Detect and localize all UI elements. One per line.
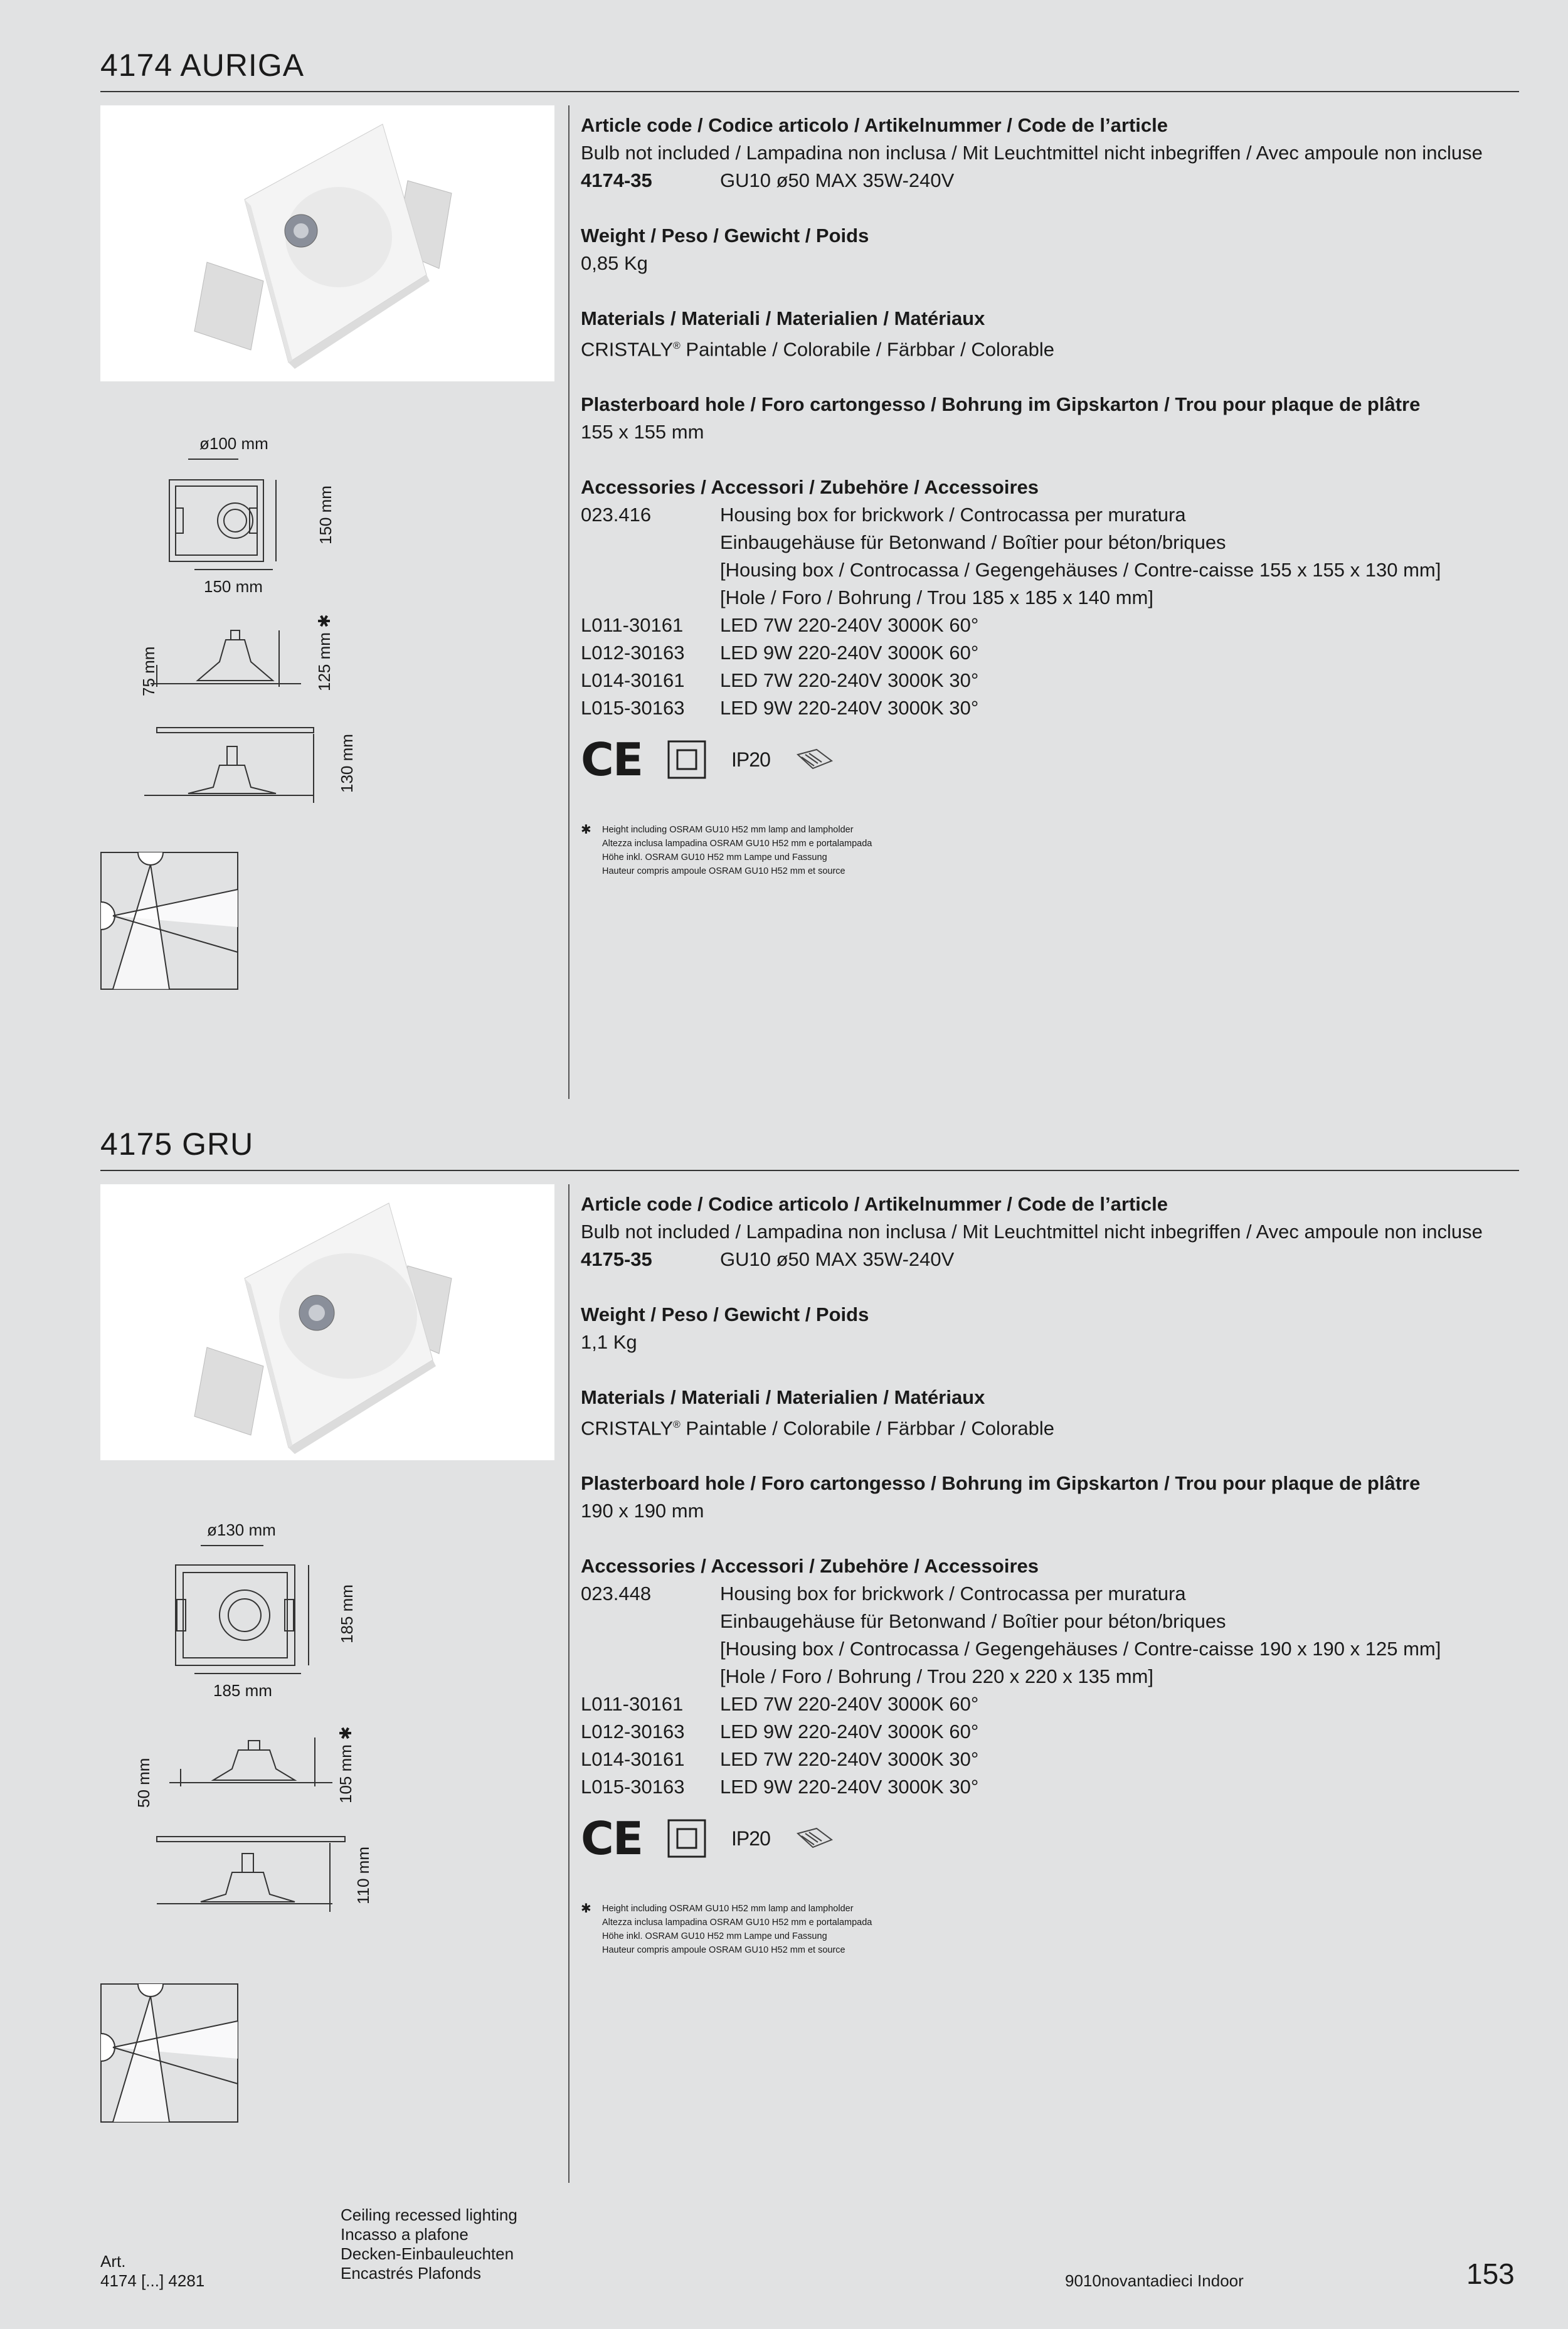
housing-line: Einbaugehäuse für Betonwand / Boîtier pour béton/briques [720,1610,1226,1633]
footnote [581,1902,872,1957]
materials-value [581,1411,1509,1442]
accessories-heading: Accessories / Accessori / Zubehöre / Accessoires [581,1555,1039,1578]
drawing-lines [125,452,339,815]
product-photo [100,1184,554,1460]
title-rule [100,1170,1519,1171]
weight-heading: Weight / Peso / Gewicht / Poids [581,225,869,247]
hole-value: 155 x 155 mm [581,421,704,443]
dim-height-box: 130 mm [337,734,356,793]
footer-categories [341,2205,517,2283]
dim-diameter: ø130 mm [207,1520,276,1539]
footer-category: Ceiling recessed lighting [341,2205,517,2224]
dim-width: 185 mm [213,1681,272,1700]
led-desc: LED 9W 220-240V 3000K 30° [720,697,979,719]
material-brand: CRISTALY [581,338,673,361]
led-row [581,1746,1509,1773]
title-rule [100,91,1519,92]
led-code: L011-30161 [581,614,684,637]
article-heading: Article code / Codice articolo / Artikelnummer / Code de l’article [581,1193,1168,1215]
led-row [581,612,1509,639]
double-insulation-icon [667,740,706,779]
led-row [581,694,1509,722]
registered-mark: ® [673,341,681,351]
asterisk-icon: ✱ [581,823,591,837]
material-brand: CRISTALY [581,1417,673,1440]
dim-width: 150 mm [204,577,263,596]
article-code: 4174-35 [581,169,652,191]
dim-depth: 50 mm [134,1758,153,1808]
footnote-line: Höhe inkl. OSRAM GU10 H52 mm Lampe und Fassung [602,1931,827,1941]
dim-height-box: 110 mm [354,1847,373,1904]
led-code: L012-30163 [581,642,685,664]
footnote-line: Altezza inclusa lampadina OSRAM GU10 H52 mm e portalampada [602,1918,872,1928]
article-code-desc: GU10 ø50 MAX 35W-240V [720,169,955,191]
product-title: 4174 AURIGA [100,48,305,83]
led-desc: LED 7W 220-240V 3000K 60° [720,1693,979,1716]
ce-mark-icon: CE [581,733,643,787]
material-desc: Paintable / Colorabile / Färbbar / Colorable [680,1417,1055,1440]
bulb-note: Bulb not included / Lampadina non inclusa / Mit Leuchtmittel nicht inbegriffen / Avec ampoule non incluse [581,142,1483,164]
footer-article [100,2252,204,2291]
footer-category: Decken-Einbauleuchten [341,2244,514,2263]
led-code: L012-30163 [581,1721,685,1743]
asterisk-icon: ✱ [336,1726,355,1740]
ip-rating: IP20 [731,748,770,772]
dim-height-side: 185 mm [337,1584,356,1643]
led-row [581,1690,1509,1718]
dim-height-lamp: 105 mm ✱ [336,1726,355,1803]
housing-line: [Housing box / Controcassa / Gegengehäuses / Contre-caisse 155 x 155 x 130 mm] [720,559,1441,581]
housing-line: [Hole / Foro / Bohrung / Trou 185 x 185 x 140 mm] [720,586,1153,609]
article-heading: Article code / Codice articolo / Artikelnummer / Code de l’article [581,114,1168,136]
hole-value: 190 x 190 mm [581,1500,704,1522]
product-photo [100,105,554,381]
housing-code: 023.416 [581,504,652,526]
dim-height-side: 150 mm [316,485,335,544]
led-row [581,667,1509,694]
dim-diameter: ø100 mm [199,434,268,453]
certification-icons [581,1813,1509,1864]
housing-line: Housing box for brickwork / Controcassa per muratura [720,504,1186,526]
led-row [581,1773,1509,1801]
led-desc: LED 9W 220-240V 3000K 60° [720,1721,979,1743]
footnote-line: Height including OSRAM GU10 H52 mm lamp and lampholder [602,1904,854,1914]
materials-heading: Materials / Materiali / Materialien / Matériaux [581,307,985,329]
materials-heading: Materials / Materiali / Materialien / Matériaux [581,1386,985,1408]
housing-line: [Housing box / Controcassa / Gegengehäuses / Contre-caisse 190 x 190 x 125 mm] [720,1638,1441,1660]
column-divider [568,1184,569,2183]
footnote-line: Height including OSRAM GU10 H52 mm lamp and lampholder [602,825,854,835]
led-row [581,1718,1509,1746]
weight-heading: Weight / Peso / Gewicht / Poids [581,1303,869,1325]
footer-category: Encastrés Plafonds [341,2264,482,2283]
footnote-line: Altezza inclusa lampadina OSRAM GU10 H52 mm e portalampada [602,839,872,849]
registered-mark: ® [673,1419,681,1430]
column-divider [568,105,569,1099]
led-code: L015-30163 [581,1776,685,1798]
product-info [581,1191,1509,1864]
asterisk-icon: ✱ [315,614,334,628]
instructions-book-icon [795,1825,834,1852]
certification-icons [581,735,1509,785]
led-code: L011-30161 [581,1693,684,1716]
led-desc: LED 9W 220-240V 3000K 30° [720,1776,979,1798]
drawing-lines [144,1537,364,1913]
led-desc: LED 9W 220-240V 3000K 60° [720,642,979,664]
led-desc: LED 7W 220-240V 3000K 60° [720,614,979,637]
accessories-heading: Accessories / Accessori / Zubehöre / Accessoires [581,476,1039,499]
led-desc: LED 7W 220-240V 3000K 30° [720,669,979,692]
led-desc: LED 7W 220-240V 3000K 30° [720,1748,979,1771]
footnote-line: Hauteur compris ampoule OSRAM GU10 H52 mm et source [602,1945,845,1955]
material-desc: Paintable / Colorabile / Färbbar / Colorable [680,338,1055,361]
footer-category: Incasso a plafone [341,2225,469,2244]
bulb-note: Bulb not included / Lampadina non inclusa / Mit Leuchtmittel nicht inbegriffen / Avec ampoule non incluse [581,1221,1483,1243]
footnote-line: Hauteur compris ampoule OSRAM GU10 H52 mm et source [602,866,845,876]
materials-value [581,332,1509,363]
double-insulation-icon [667,1819,706,1858]
ip-rating: IP20 [731,1827,770,1850]
product-info [581,112,1509,785]
page-number: 153 [1466,2257,1515,2290]
housing-line: [Hole / Foro / Bohrung / Trou 220 x 220 x 135 mm] [720,1665,1153,1688]
housing-line: Housing box for brickwork / Controcassa per muratura [720,1583,1186,1605]
article-code-desc: GU10 ø50 MAX 35W-240V [720,1248,955,1270]
weight-value: 0,85 Kg [581,252,648,274]
product-title: 4175 GRU [100,1127,254,1162]
footer-art-label: Art. [100,2252,126,2271]
footnote-line: Höhe inkl. OSRAM GU10 H52 mm Lampe und Fassung [602,852,827,862]
dim-depth: 75 mm [139,646,158,696]
asterisk-icon: ✱ [581,1902,591,1916]
led-code: L014-30161 [581,1748,685,1771]
dim-height-lamp: 125 mm ✱ [315,614,334,691]
footer-art-range: 4174 [...] 4281 [100,2271,205,2290]
instructions-book-icon [795,746,834,773]
housing-line: Einbaugehäuse für Betonwand / Boîtier pour béton/briques [720,531,1226,554]
ce-mark-icon: CE [581,1812,643,1865]
led-code: L015-30163 [581,697,685,719]
article-code: 4175-35 [581,1248,652,1270]
housing-code: 023.448 [581,1583,652,1605]
hole-heading: Plasterboard hole / Foro cartongesso / Bohrung im Gipskarton / Trou pour plaque de plâtre [581,393,1421,416]
weight-value: 1,1 Kg [581,1331,637,1353]
beam-diagram [100,852,238,990]
led-row [581,639,1509,667]
footnote [581,823,872,878]
beam-diagram [100,1983,238,2123]
hole-heading: Plasterboard hole / Foro cartongesso / Bohrung im Gipskarton / Trou pour plaque de plâtre [581,1472,1421,1495]
led-code: L014-30161 [581,669,685,692]
footer-brand: 9010novantadieci Indoor [1065,2271,1244,2290]
